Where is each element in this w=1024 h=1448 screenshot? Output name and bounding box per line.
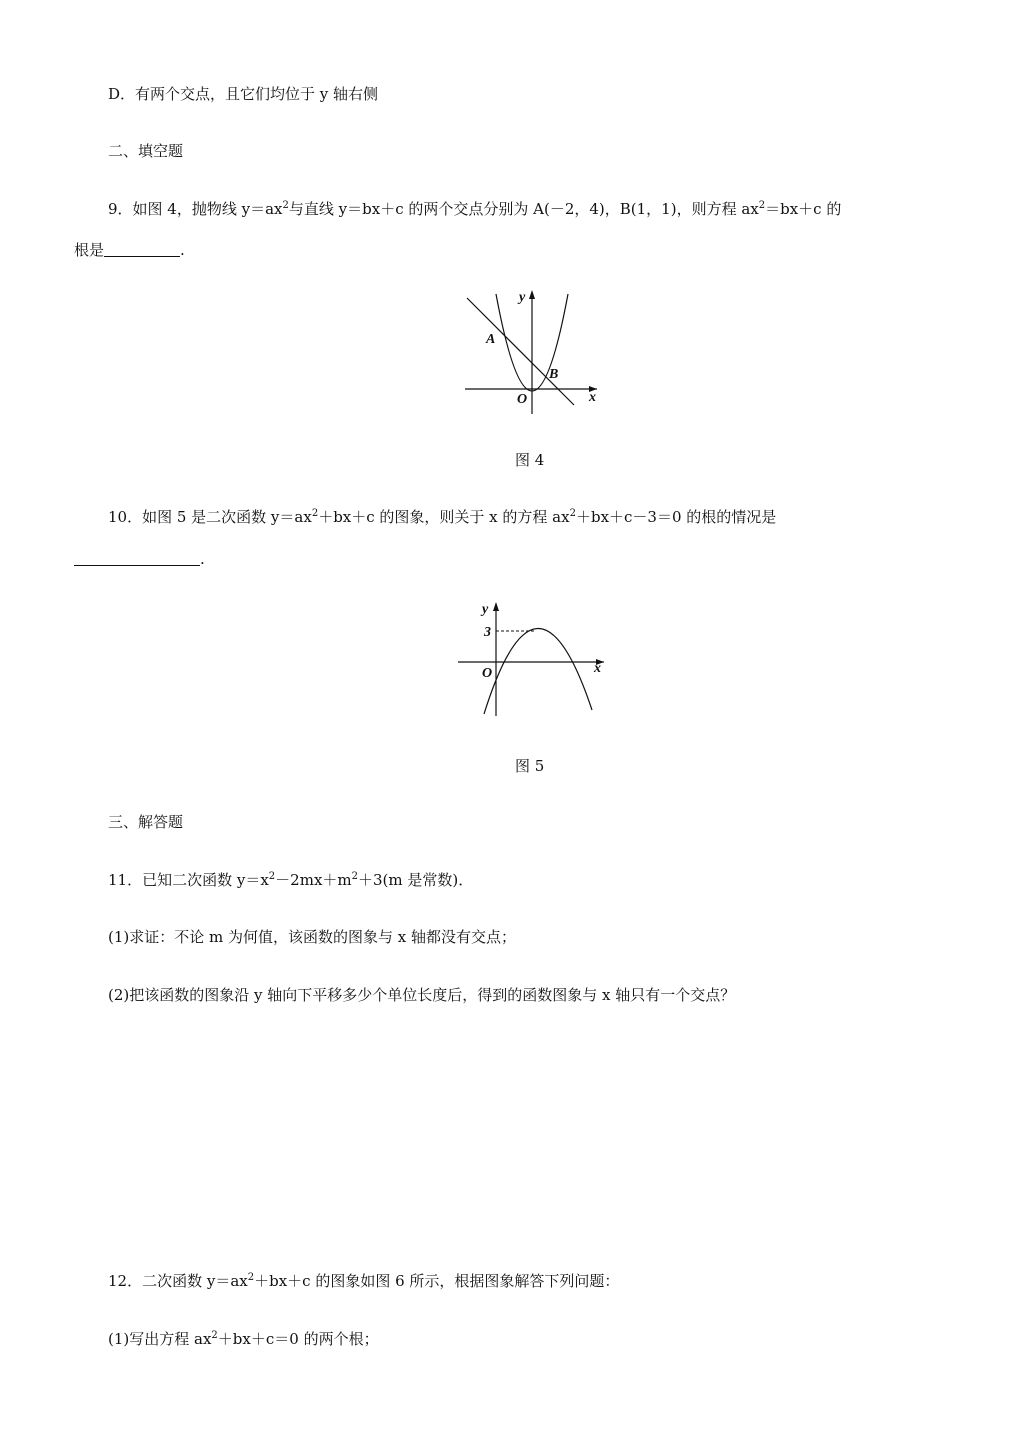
question-12-part-1 [108, 1329, 379, 1349]
q10-end: . [200, 550, 205, 568]
figure-5-caption: 图 5 [515, 757, 545, 775]
question-10-line-2 [74, 549, 205, 569]
question-11-part-1: (1)求证：不论 m 为何值，该函数的图象与 x 轴都没有交点； [108, 928, 517, 946]
point-a-label: A [486, 332, 496, 347]
y-axis-label: y [519, 290, 526, 305]
y-axis-arrow [493, 602, 499, 611]
figure-4 [455, 286, 605, 416]
question-12 [108, 1271, 619, 1291]
point-b-label: B [549, 367, 559, 382]
x-axis-label: x [589, 390, 596, 405]
answer-blank[interactable] [104, 242, 180, 257]
q12-part1-text-1: (1)写出方程 ax [108, 1330, 212, 1348]
q12-text-2: ＋bx＋c 的图象如图 6 所示，根据图象解答下列问题： [254, 1272, 620, 1290]
q9-text-3: ＝bx＋c 的 [765, 200, 842, 218]
question-11 [108, 870, 473, 890]
superscript-2: 2 [351, 871, 358, 882]
x-axis-label: x [594, 661, 601, 676]
q9-text-1: 9．如图 4，抛物线 y＝ax [108, 200, 283, 218]
y-axis-arrow [529, 290, 535, 299]
q9-text-2: 与直线 y＝bx＋c 的两个交点分别为 A(－2，4)，B(1，1)，则方程 ax [288, 200, 759, 218]
section-heading-answer: 三、解答题 [108, 813, 184, 831]
section-heading-fill-in: 二、填空题 [108, 142, 184, 160]
q10-text-2: ＋bx＋c 的图象，则关于 x 的方程 ax [318, 508, 570, 526]
q11-text-1: 11．已知二次函数 y＝x [108, 871, 269, 889]
superscript-2: 2 [569, 508, 576, 519]
origin-label: O [517, 392, 528, 407]
y-axis-label: y [482, 602, 489, 617]
superscript-2: 2 [311, 508, 319, 519]
superscript-2: 2 [282, 200, 289, 211]
q11-text-2: －2mx＋m [275, 871, 352, 889]
q9-end: . [180, 241, 185, 259]
q12-text-1: 12．二次函数 y＝ax [108, 1272, 248, 1290]
superscript-2: 2 [758, 200, 766, 211]
answer-blank[interactable] [74, 551, 200, 566]
q12-part1-text-2: ＋bx＋c＝0 的两个根； [217, 1330, 379, 1348]
question-10-line-1 [108, 507, 776, 527]
superscript-2: 2 [247, 1272, 255, 1283]
q11-text-3: ＋3(m 是常数)． [358, 871, 474, 889]
q10-text-1: 10．如图 5 是二次函数 y＝ax [108, 508, 312, 526]
value-3-label: 3 [484, 625, 491, 640]
question-9-line-2 [74, 240, 185, 260]
q9-answer-prefix: 根是 [74, 241, 105, 259]
figure-4-caption: 图 4 [515, 451, 545, 469]
option-d: D．有两个交点，且它们均位于 y 轴右侧 [108, 85, 379, 103]
origin-label: O [482, 666, 493, 681]
q10-text-3: ＋bx＋c－3＝0 的根的情况是 [575, 508, 777, 526]
question-9-line-1 [108, 199, 841, 219]
figure-5 [450, 598, 610, 720]
superscript-2: 2 [211, 1330, 218, 1341]
parabola [484, 628, 592, 714]
question-11-part-2: (2)把该函数的图象沿 y 轴向下平移多少个单位长度后，得到的函数图象与 x 轴只有一个交点？ [108, 986, 736, 1004]
superscript-2: 2 [268, 871, 276, 882]
